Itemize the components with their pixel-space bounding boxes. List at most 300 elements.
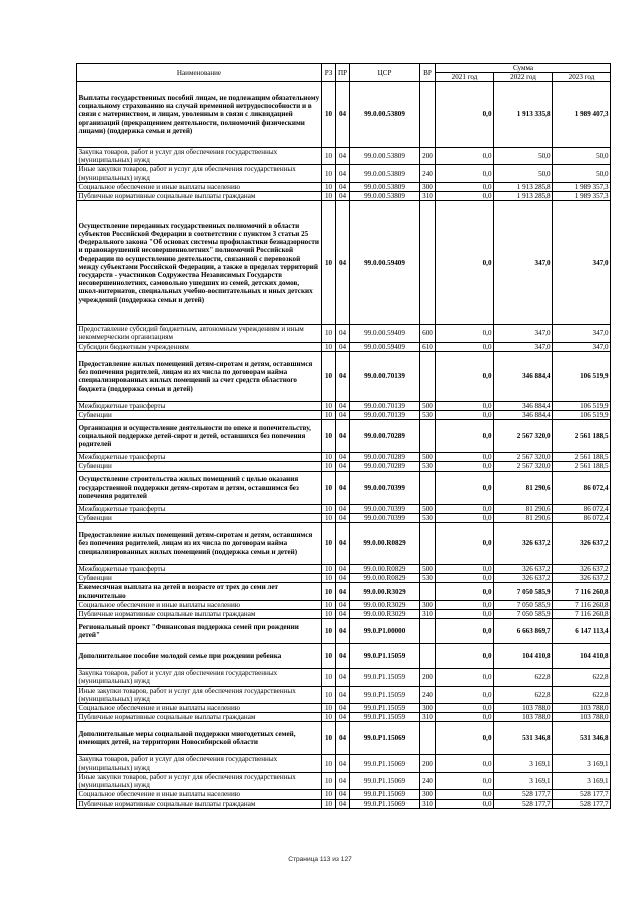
cell-rz: 10 xyxy=(322,722,336,755)
cell-y3: 7 116 260,8 xyxy=(553,610,611,619)
header-year-2023: 2023 год xyxy=(553,73,611,82)
cell-pr: 04 xyxy=(336,565,350,574)
table-row xyxy=(77,182,611,191)
table-row xyxy=(77,686,611,703)
cell-name: Межбюджетные трансферты xyxy=(77,453,322,462)
cell-rz: 10 xyxy=(322,192,336,201)
cell-y1: 0,0 xyxy=(436,411,494,420)
cell-vr: 610 xyxy=(420,342,436,351)
cell-csr: 99.0.P1.15059 xyxy=(350,704,420,713)
cell-pr: 04 xyxy=(336,644,350,669)
cell-vr xyxy=(420,82,436,148)
cell-y2: 50,0 xyxy=(494,165,553,182)
table-row xyxy=(77,644,611,669)
cell-name: Социальное обеспечение и иные выплаты населению xyxy=(77,182,322,191)
table-row xyxy=(77,583,611,600)
table-row xyxy=(77,704,611,713)
cell-rz: 10 xyxy=(322,471,336,504)
cell-y3: 326 637,2 xyxy=(553,574,611,583)
cell-y2: 2 567 320,0 xyxy=(494,453,553,462)
cell-name: Ежемесячная выплата на детей в возрасте от трех до семи лет включительно xyxy=(77,583,322,600)
cell-pr: 04 xyxy=(336,713,350,722)
cell-pr: 04 xyxy=(336,772,350,789)
cell-name: Межбюджетные трансферты xyxy=(77,565,322,574)
cell-y2: 103 788,0 xyxy=(494,713,553,722)
cell-csr: 99.0.00.R3029 xyxy=(350,610,420,619)
cell-y3: 1 989 407,3 xyxy=(553,82,611,148)
cell-y2: 81 290,6 xyxy=(494,471,553,504)
cell-csr: 99.0.P1.15069 xyxy=(350,790,420,799)
cell-csr: 99.0.P1.15059 xyxy=(350,686,420,703)
cell-y1: 0,0 xyxy=(436,504,494,513)
cell-pr: 04 xyxy=(336,669,350,686)
cell-y2: 2 567 320,0 xyxy=(494,462,553,471)
cell-pr: 04 xyxy=(336,704,350,713)
cell-name: Дополнительное пособие молодой семье при рождении ребенка xyxy=(77,644,322,669)
budget-table-page xyxy=(76,63,610,809)
cell-csr: 99.0.00.R0829 xyxy=(350,523,420,565)
cell-pr: 04 xyxy=(336,722,350,755)
cell-y1: 0,0 xyxy=(436,351,494,401)
cell-y3: 326 637,2 xyxy=(553,565,611,574)
cell-name: Закупка товаров, работ и услуг для обеспечения государственных (муниципальных) нужд xyxy=(77,755,322,772)
cell-y1: 0,0 xyxy=(436,790,494,799)
cell-vr: 310 xyxy=(420,713,436,722)
cell-csr: 99.0.00.70289 xyxy=(350,453,420,462)
cell-y1: 0,0 xyxy=(436,565,494,574)
cell-y1: 0,0 xyxy=(436,453,494,462)
cell-y2: 7 050 585,9 xyxy=(494,610,553,619)
table-row xyxy=(77,504,611,513)
cell-csr: 99.0.00.R0829 xyxy=(350,574,420,583)
cell-rz: 10 xyxy=(322,755,336,772)
cell-pr: 04 xyxy=(336,401,350,410)
cell-rz: 10 xyxy=(322,565,336,574)
cell-y2: 50,0 xyxy=(494,148,553,165)
table-row xyxy=(77,462,611,471)
cell-csr: 99.0.P1.15069 xyxy=(350,755,420,772)
cell-vr: 310 xyxy=(420,610,436,619)
cell-y1: 0,0 xyxy=(436,755,494,772)
cell-rz: 10 xyxy=(322,420,336,453)
cell-y3: 528 177,7 xyxy=(553,790,611,799)
cell-y2: 346 884,4 xyxy=(494,401,553,410)
table-row xyxy=(77,713,611,722)
cell-vr xyxy=(420,523,436,565)
cell-vr: 500 xyxy=(420,504,436,513)
cell-y2: 7 050 585,9 xyxy=(494,583,553,600)
cell-vr xyxy=(420,351,436,401)
header-name: Наименование xyxy=(77,64,322,82)
cell-csr: 99.0.00.70289 xyxy=(350,462,420,471)
cell-y1: 0,0 xyxy=(436,82,494,148)
cell-rz: 10 xyxy=(322,790,336,799)
cell-vr: 500 xyxy=(420,565,436,574)
cell-name: Иные закупки товаров, работ и услуг для обеспечения государственных (муниципальных) нужд xyxy=(77,165,322,182)
cell-rz: 10 xyxy=(322,148,336,165)
table-row xyxy=(77,420,611,453)
cell-name: Предоставление субсидий бюджетным, автономным учреждениям и иным некоммерческим организациям xyxy=(77,325,322,342)
table-row xyxy=(77,722,611,755)
cell-pr: 04 xyxy=(336,504,350,513)
cell-y1: 0,0 xyxy=(436,644,494,669)
header-vr: ВР xyxy=(420,64,436,82)
header-pr: ПР xyxy=(336,64,350,82)
cell-y2: 81 290,6 xyxy=(494,504,553,513)
cell-rz: 10 xyxy=(322,201,336,325)
cell-y3: 86 072,4 xyxy=(553,513,611,522)
cell-y2: 326 637,2 xyxy=(494,574,553,583)
table-row xyxy=(77,799,611,808)
cell-vr xyxy=(420,201,436,325)
table-row xyxy=(77,192,611,201)
table-row xyxy=(77,772,611,789)
table-row xyxy=(77,411,611,420)
cell-name: Закупка товаров, работ и услуг для обеспечения государственных (муниципальных) нужд xyxy=(77,148,322,165)
cell-y3: 7 116 260,8 xyxy=(553,583,611,600)
cell-rz: 10 xyxy=(322,411,336,420)
cell-y1: 0,0 xyxy=(436,523,494,565)
cell-rz: 10 xyxy=(322,182,336,191)
cell-rz: 10 xyxy=(322,583,336,600)
header-year-2021: 2021 год xyxy=(436,73,494,82)
cell-y1: 0,0 xyxy=(436,192,494,201)
cell-y3: 104 410,8 xyxy=(553,644,611,669)
cell-y1: 0,0 xyxy=(436,722,494,755)
cell-name: Публичные нормативные социальные выплаты гражданам xyxy=(77,610,322,619)
table-row xyxy=(77,401,611,410)
cell-name: Дополнительные меры социальной поддержки многодетных семей, имеющих детей, на территории Новосибирской области xyxy=(77,722,322,755)
table-row xyxy=(77,513,611,522)
cell-pr: 04 xyxy=(336,471,350,504)
cell-vr xyxy=(420,420,436,453)
cell-y1: 0,0 xyxy=(436,574,494,583)
cell-y2: 3 169,1 xyxy=(494,755,553,772)
cell-rz: 10 xyxy=(322,610,336,619)
cell-name: Закупка товаров, работ и услуг для обеспечения государственных (муниципальных) нужд xyxy=(77,669,322,686)
cell-pr: 04 xyxy=(336,462,350,471)
cell-y3: 7 116 260,8 xyxy=(553,600,611,609)
cell-name: Субвенции xyxy=(77,574,322,583)
cell-y3: 347,0 xyxy=(553,201,611,325)
cell-rz: 10 xyxy=(322,82,336,148)
cell-y2: 2 567 320,0 xyxy=(494,420,553,453)
cell-pr: 04 xyxy=(336,453,350,462)
cell-vr: 300 xyxy=(420,704,436,713)
cell-rz: 10 xyxy=(322,513,336,522)
cell-csr: 99.0.00.53809 xyxy=(350,182,420,191)
cell-vr xyxy=(420,583,436,600)
cell-name: Предоставление жилых помещений детям-сиротам и детям, оставшимся без попечения родителей, лицам из их числа по договорам найма специализированных жилых помещений за счет средств областного бюджета (поддержка семьи и детей) xyxy=(77,351,322,401)
cell-pr: 04 xyxy=(336,182,350,191)
cell-name: Субвенции xyxy=(77,513,322,522)
cell-vr: 240 xyxy=(420,686,436,703)
cell-pr: 04 xyxy=(336,686,350,703)
cell-name: Организация и осуществление деятельности по опеке и попечительству, социальной поддержке детей-сирот и детей, оставшихся без попечения родителей xyxy=(77,420,322,453)
table-row xyxy=(77,351,611,401)
cell-y1: 0,0 xyxy=(436,610,494,619)
cell-name: Осуществление переданных государственных полномочий в области субъектов Российской Федерации в соответствии с пунктом 3 статьи 25 Федерального закона "Об основах системы профилактики безнадзорности и правонарушений несовершеннолетних" полномочий Российской Федерации по осуществлению деятельности, связанной с перевозкой между субъектами Российской Федерации, а также в пределах территорий государств - участников Содружества Независимых Государств несовершеннолетних, самовольно ушедших из семей, детских домов, школ-интернатов, специальных учебно-воспитательных и иных детских учреждений (поддержка семьи и детей) xyxy=(77,201,322,325)
cell-y1: 0,0 xyxy=(436,401,494,410)
cell-y2: 528 177,7 xyxy=(494,790,553,799)
cell-y1: 0,0 xyxy=(436,471,494,504)
cell-y2: 1 913 285,8 xyxy=(494,182,553,191)
cell-y2: 1 913 335,8 xyxy=(494,82,553,148)
cell-rz: 10 xyxy=(322,619,336,644)
cell-y2: 3 169,1 xyxy=(494,772,553,789)
cell-vr: 500 xyxy=(420,401,436,410)
cell-y3: 3 169,1 xyxy=(553,772,611,789)
cell-name: Публичные нормативные социальные выплаты гражданам xyxy=(77,713,322,722)
cell-vr: 240 xyxy=(420,772,436,789)
cell-rz: 10 xyxy=(322,686,336,703)
cell-name: Иные закупки товаров, работ и услуг для обеспечения государственных (муниципальных) нужд xyxy=(77,772,322,789)
cell-y1: 0,0 xyxy=(436,600,494,609)
cell-rz: 10 xyxy=(322,644,336,669)
cell-y3: 1 989 357,3 xyxy=(553,192,611,201)
cell-name: Социальное обеспечение и иные выплаты населению xyxy=(77,790,322,799)
cell-y3: 2 561 188,5 xyxy=(553,462,611,471)
table-row xyxy=(77,565,611,574)
table-row xyxy=(77,574,611,583)
cell-name: Субвенции xyxy=(77,411,322,420)
cell-pr: 04 xyxy=(336,165,350,182)
cell-vr: 310 xyxy=(420,799,436,808)
budget-table xyxy=(76,63,611,809)
cell-rz: 10 xyxy=(322,799,336,808)
header-year-2022: 2022 год xyxy=(494,73,553,82)
cell-name: Предоставление жилых помещений детям-сиротам и детям, оставшимся без попечения родителей, лицам из их числа по договорам найма специализированных жилых помещений (поддержка семьи и детей) xyxy=(77,523,322,565)
cell-y3: 622,8 xyxy=(553,686,611,703)
cell-pr: 04 xyxy=(336,523,350,565)
cell-y1: 0,0 xyxy=(436,182,494,191)
cell-y3: 86 072,4 xyxy=(553,471,611,504)
cell-pr: 04 xyxy=(336,148,350,165)
table-row xyxy=(77,148,611,165)
table-row xyxy=(77,453,611,462)
cell-y3: 528 177,7 xyxy=(553,799,611,808)
page-number: Страница 113 из 127 xyxy=(288,856,352,863)
cell-y3: 106 519,9 xyxy=(553,401,611,410)
cell-csr: 99.0.00.70139 xyxy=(350,401,420,410)
cell-name: Осуществление строительства жилых помещений с целью оказания государственной поддержки детям-сиротам и детям, оставшимся без попечения родителей xyxy=(77,471,322,504)
cell-rz: 10 xyxy=(322,504,336,513)
cell-y2: 1 913 285,8 xyxy=(494,192,553,201)
table-row xyxy=(77,600,611,609)
header-sum: Сумма xyxy=(436,64,611,73)
cell-y3: 2 561 188,5 xyxy=(553,453,611,462)
cell-pr: 04 xyxy=(336,610,350,619)
cell-y2: 622,8 xyxy=(494,686,553,703)
cell-pr: 04 xyxy=(336,574,350,583)
cell-csr: 99.0.P1.15069 xyxy=(350,722,420,755)
cell-rz: 10 xyxy=(322,453,336,462)
cell-y3: 2 561 188,5 xyxy=(553,420,611,453)
table-row xyxy=(77,82,611,148)
cell-y1: 0,0 xyxy=(436,772,494,789)
cell-pr: 04 xyxy=(336,192,350,201)
cell-csr: 99.0.P1.15069 xyxy=(350,772,420,789)
cell-pr: 04 xyxy=(336,790,350,799)
cell-csr: 99.0.P1.15059 xyxy=(350,669,420,686)
cell-y2: 104 410,8 xyxy=(494,644,553,669)
cell-y1: 0,0 xyxy=(436,686,494,703)
cell-y2: 528 177,7 xyxy=(494,799,553,808)
cell-vr: 530 xyxy=(420,411,436,420)
cell-y3: 326 637,2 xyxy=(553,523,611,565)
cell-pr: 04 xyxy=(336,82,350,148)
cell-name: Иные закупки товаров, работ и услуг для обеспечения государственных (муниципальных) нужд xyxy=(77,686,322,703)
cell-y2: 347,0 xyxy=(494,325,553,342)
cell-y1: 0,0 xyxy=(436,583,494,600)
cell-csr: 99.0.00.70399 xyxy=(350,471,420,504)
cell-y3: 106 519,9 xyxy=(553,351,611,401)
cell-name: Межбюджетные трансферты xyxy=(77,401,322,410)
table-row xyxy=(77,755,611,772)
cell-pr: 04 xyxy=(336,420,350,453)
cell-rz: 10 xyxy=(322,351,336,401)
cell-y1: 0,0 xyxy=(436,713,494,722)
cell-y1: 0,0 xyxy=(436,513,494,522)
cell-y1: 0,0 xyxy=(436,799,494,808)
cell-pr: 04 xyxy=(336,411,350,420)
cell-rz: 10 xyxy=(322,669,336,686)
cell-name: Региональный проект "Финансовая поддержка семей при рождении детей" xyxy=(77,619,322,644)
cell-y1: 0,0 xyxy=(436,325,494,342)
table-row xyxy=(77,790,611,799)
cell-vr: 200 xyxy=(420,755,436,772)
cell-csr: 99.0.P1.15059 xyxy=(350,644,420,669)
cell-y2: 81 290,6 xyxy=(494,513,553,522)
header-csr: ЦСР xyxy=(350,64,420,82)
table-row xyxy=(77,201,611,325)
table-body xyxy=(77,82,611,809)
cell-rz: 10 xyxy=(322,704,336,713)
cell-y3: 103 788,0 xyxy=(553,704,611,713)
cell-y3: 622,8 xyxy=(553,669,611,686)
table-row xyxy=(77,610,611,619)
cell-y1: 0,0 xyxy=(436,165,494,182)
cell-y2: 103 788,0 xyxy=(494,704,553,713)
cell-y2: 6 663 869,7 xyxy=(494,619,553,644)
cell-rz: 10 xyxy=(322,325,336,342)
cell-csr: 99.0.P1.15059 xyxy=(350,713,420,722)
table-row xyxy=(77,165,611,182)
cell-csr: 99.0.00.53809 xyxy=(350,192,420,201)
cell-vr: 300 xyxy=(420,600,436,609)
cell-csr: 99.0.00.70289 xyxy=(350,420,420,453)
cell-y2: 346 884,4 xyxy=(494,411,553,420)
cell-y3: 106 519,9 xyxy=(553,411,611,420)
cell-csr: 99.0.00.59409 xyxy=(350,201,420,325)
cell-vr xyxy=(420,644,436,669)
cell-name: Субвенции xyxy=(77,462,322,471)
cell-csr: 99.0.00.53809 xyxy=(350,148,420,165)
cell-vr: 300 xyxy=(420,182,436,191)
cell-y1: 0,0 xyxy=(436,669,494,686)
cell-name: Выплаты государственных пособий лицам, не подлежащим обязательному социальному страхованию на случай временной нетрудоспособности и в связи с материнством, и лицам, уволенным в связи с ликвидацией организаций (прекращением деятельности, полномочий физическими лицами) (поддержка семьи и детей) xyxy=(77,82,322,148)
cell-csr: 99.0.00.70399 xyxy=(350,504,420,513)
cell-pr: 04 xyxy=(336,325,350,342)
cell-y2: 347,0 xyxy=(494,201,553,325)
cell-y3: 347,0 xyxy=(553,342,611,351)
cell-pr: 04 xyxy=(336,583,350,600)
cell-y3: 50,0 xyxy=(553,148,611,165)
cell-rz: 10 xyxy=(322,401,336,410)
cell-rz: 10 xyxy=(322,713,336,722)
cell-rz: 10 xyxy=(322,600,336,609)
cell-rz: 10 xyxy=(322,772,336,789)
cell-rz: 10 xyxy=(322,462,336,471)
cell-vr: 530 xyxy=(420,574,436,583)
cell-y2: 531 346,8 xyxy=(494,722,553,755)
table-row xyxy=(77,342,611,351)
cell-vr: 240 xyxy=(420,165,436,182)
cell-vr: 500 xyxy=(420,453,436,462)
cell-pr: 04 xyxy=(336,342,350,351)
cell-csr: 99.0.00.53809 xyxy=(350,82,420,148)
cell-pr: 04 xyxy=(336,799,350,808)
cell-csr: 99.0.00.59409 xyxy=(350,342,420,351)
header-rz: РЗ xyxy=(322,64,336,82)
cell-vr: 200 xyxy=(420,669,436,686)
cell-y3: 86 072,4 xyxy=(553,504,611,513)
cell-name: Публичные нормативные социальные выплаты гражданам xyxy=(77,799,322,808)
cell-y1: 0,0 xyxy=(436,148,494,165)
cell-rz: 10 xyxy=(322,523,336,565)
cell-vr: 200 xyxy=(420,148,436,165)
cell-vr: 530 xyxy=(420,462,436,471)
cell-pr: 04 xyxy=(336,513,350,522)
cell-name: Социальное обеспечение и иные выплаты населению xyxy=(77,704,322,713)
cell-y3: 6 147 113,4 xyxy=(553,619,611,644)
cell-csr: 99.0.00.70399 xyxy=(350,513,420,522)
cell-y3: 1 989 357,3 xyxy=(553,182,611,191)
cell-csr: 99.0.P1.00000 xyxy=(350,619,420,644)
cell-y3: 347,0 xyxy=(553,325,611,342)
cell-vr xyxy=(420,471,436,504)
cell-y2: 622,8 xyxy=(494,669,553,686)
table-row xyxy=(77,619,611,644)
cell-y3: 50,0 xyxy=(553,165,611,182)
cell-vr: 300 xyxy=(420,790,436,799)
cell-vr xyxy=(420,619,436,644)
table-row xyxy=(77,325,611,342)
cell-name: Межбюджетные трансферты xyxy=(77,504,322,513)
cell-csr: 99.0.00.59409 xyxy=(350,325,420,342)
cell-csr: 99.0.00.R0829 xyxy=(350,565,420,574)
cell-y2: 7 050 585,9 xyxy=(494,600,553,609)
cell-rz: 10 xyxy=(322,574,336,583)
cell-y3: 3 169,1 xyxy=(553,755,611,772)
table-row xyxy=(77,471,611,504)
cell-rz: 10 xyxy=(322,342,336,351)
cell-csr: 99.0.P1.15069 xyxy=(350,799,420,808)
cell-y1: 0,0 xyxy=(436,619,494,644)
cell-pr: 04 xyxy=(336,351,350,401)
cell-csr: 99.0.00.R3029 xyxy=(350,583,420,600)
cell-y3: 531 346,8 xyxy=(553,722,611,755)
cell-pr: 04 xyxy=(336,201,350,325)
cell-pr: 04 xyxy=(336,619,350,644)
cell-y1: 0,0 xyxy=(436,704,494,713)
cell-name: Социальное обеспечение и иные выплаты населению xyxy=(77,600,322,609)
cell-csr: 99.0.00.53809 xyxy=(350,165,420,182)
cell-y2: 347,0 xyxy=(494,342,553,351)
table-row xyxy=(77,669,611,686)
cell-y3: 103 788,0 xyxy=(553,713,611,722)
cell-pr: 04 xyxy=(336,600,350,609)
